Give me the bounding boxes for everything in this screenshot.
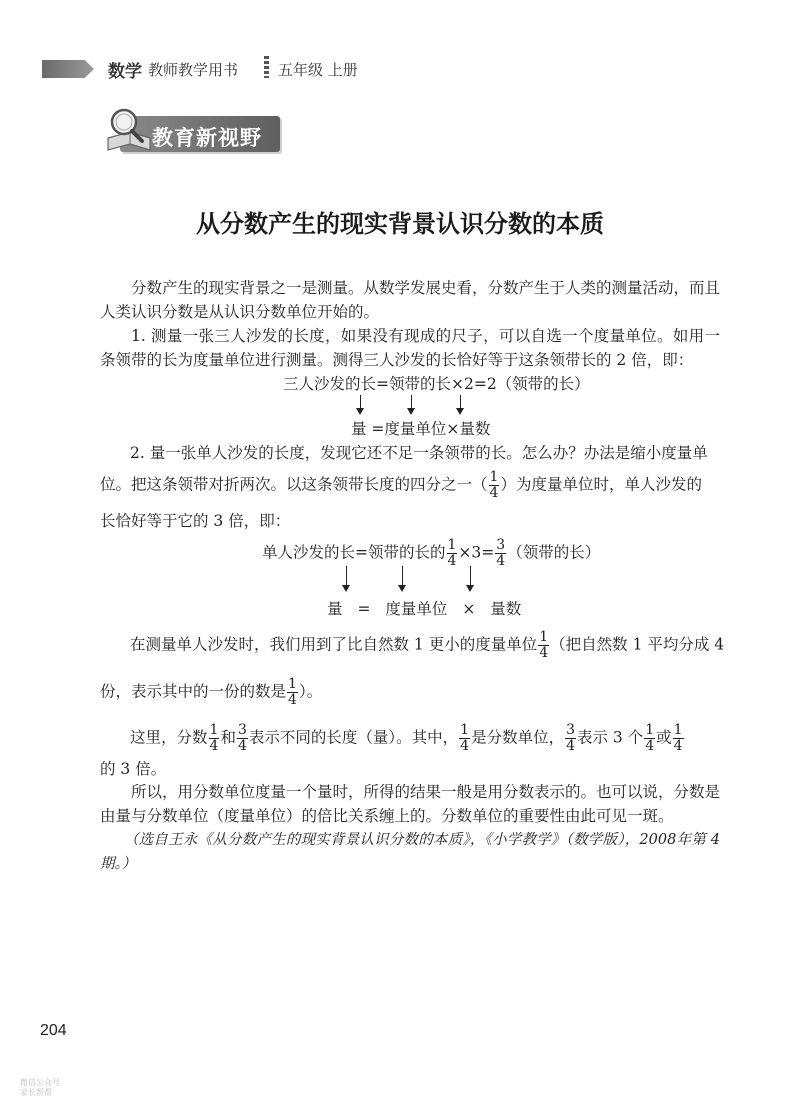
- paragraph-4-line-1: [130, 630, 724, 661]
- paragraph-5-line-1: [130, 723, 685, 754]
- fraction-denominator: 4: [566, 738, 575, 754]
- fraction-denominator: 4: [539, 645, 549, 661]
- fraction-numerator: 1: [209, 722, 219, 738]
- paragraph-5-text-e: 表示 3 个: [577, 728, 644, 747]
- paragraph-4-line-2: [100, 677, 322, 708]
- header-separator: [264, 56, 269, 78]
- formula-2-top: [262, 538, 600, 569]
- down-arrow-icon: [402, 566, 403, 586]
- fraction-denominator: 4: [645, 738, 655, 754]
- formula-2-equals: =: [357, 600, 371, 618]
- paragraph-5-text-b: 和: [220, 728, 236, 747]
- paragraph-5-text-d: 是分数单位，: [471, 728, 565, 747]
- paragraph-3-line-1: 2. 量一张单人沙发的长度，发现它还不足一条领带的长。怎么办？办法是缩小度量单: [130, 444, 708, 462]
- fraction-one-quarter: [538, 630, 549, 661]
- watermark: 微信公众号 家长帮帮: [20, 1078, 60, 1097]
- header-grade: 五年级 上册: [278, 61, 358, 79]
- paragraph-5-text-c: 表示不同的长度（量）。其中，: [248, 728, 459, 747]
- fraction-three-quarters: [495, 538, 506, 569]
- fraction-numerator: 1: [539, 629, 549, 645]
- section-label: 教育新视野: [152, 126, 262, 150]
- down-arrow-icon: [411, 395, 412, 409]
- formula-2-bottom: [327, 597, 521, 619]
- paragraph-4-text-d: ）。: [298, 682, 323, 701]
- fraction-one-quarter: [673, 723, 684, 754]
- formula-2-count: 量数: [490, 600, 522, 618]
- down-arrow-icon: [360, 395, 361, 409]
- fraction-one-quarter: [447, 538, 458, 569]
- header-subject: 数学: [108, 62, 142, 82]
- paragraph-3-text-a: 位。把这条领带对折两次。以这条领带长度的四分之一（: [100, 475, 488, 494]
- fraction-denominator: 4: [237, 738, 247, 754]
- fraction-one-quarter: [459, 723, 470, 754]
- down-arrow-icon: [460, 395, 461, 409]
- formula-1-top: 三人沙发的长=领带的长×2=2（领带的长）: [283, 375, 590, 393]
- fraction-numerator: 3: [496, 537, 506, 553]
- fraction-numerator: 1: [645, 722, 655, 738]
- paragraph-3-text-b: ）为度量单位时，单人沙发的: [500, 475, 702, 494]
- article-title: 从分数产生的现实背景认识分数的本质: [196, 210, 604, 238]
- paragraph-3-line-3: 长恰好等于它的 3 倍，即：: [100, 512, 291, 530]
- header-arrow-bar: [42, 60, 94, 78]
- paragraph-1: 分数产生的现实背景之一是测量。从数学发展史看，分数产生于人类的测量活动，而且人类认识分数是从认识分数单位开始的。: [100, 279, 721, 321]
- formula-2-quantity: 量: [327, 600, 343, 618]
- fraction-numerator: 1: [673, 722, 683, 738]
- paragraph-6: 所以，用分数单位度量一个量时，所得的结果一般是用分数表示的。也可以说，分数是由量与分数单位（度量单位）的倍比关系缠上的。分数单位的重要性由此可见一斑。: [100, 783, 721, 825]
- down-arrow-icon: [470, 566, 471, 586]
- fraction-denominator: 4: [489, 485, 499, 501]
- formula-2-unit: 度量单位: [385, 600, 448, 618]
- paragraph-5-text-a: 这里，分数: [130, 728, 208, 747]
- down-arrow-icon: [346, 566, 347, 586]
- paragraph-5-text-f: 或: [656, 728, 672, 747]
- fraction-denominator: 4: [460, 738, 470, 754]
- formula-2-right: （领带的长）: [507, 543, 601, 562]
- formula-2-multiply: ×: [462, 600, 476, 618]
- paragraph-3-line-2: [100, 470, 702, 501]
- header-book-title: 教师教学用书: [148, 61, 239, 79]
- fraction-numerator: 1: [460, 722, 470, 738]
- citation: （选自王永《从分数产生的现实背景认识分数的本质》，《小学教学》（数学版），2008年第 4 期。）: [100, 832, 720, 872]
- running-header: [0, 56, 800, 86]
- fraction-numerator: 3: [237, 722, 247, 738]
- fraction-numerator: 1: [489, 469, 499, 485]
- fraction-one-quarter: [209, 723, 220, 754]
- fraction-numerator: 3: [566, 722, 575, 738]
- fraction-numerator: 1: [447, 537, 457, 553]
- paragraph-4-text-a: 在测量单人沙发时，我们用到了比自然数 1 更小的度量单位: [130, 635, 538, 654]
- fraction-denominator: 4: [288, 692, 297, 708]
- magnifier-book-icon: [100, 104, 154, 156]
- page-number: 204: [40, 1022, 67, 1039]
- fraction-one-quarter: [287, 677, 298, 708]
- formula-1-bottom: 量 =度量单位×量数: [351, 420, 491, 438]
- fraction-one-quarter: [644, 723, 655, 754]
- fraction-denominator: 4: [673, 738, 683, 754]
- fraction-denominator: 4: [447, 553, 457, 569]
- paragraph-4-text-c: 份，表示其中的一份的数是: [100, 682, 287, 701]
- paragraph-4-text-b: （把自然数 1 平均分成 4: [550, 635, 725, 654]
- fraction-three-quarters: [565, 723, 576, 754]
- formula-2-left: 单人沙发的长=领带的长的: [262, 543, 446, 562]
- section-banner: [100, 104, 280, 156]
- paragraph-2: 1. 测量一张三人沙发的长度，如果没有现成的尺子，可以自选一个度量单位。如用一条领带的长为度量单位进行测量。测得三人沙发的长恰好等于这条领带长的 2 倍，即：: [100, 327, 720, 369]
- fraction-one-quarter: [489, 470, 500, 501]
- formula-2-times: ×3=: [458, 543, 495, 562]
- fraction-denominator: 4: [496, 553, 506, 569]
- fraction-three-quarters: [237, 723, 248, 754]
- fraction-numerator: 1: [288, 676, 297, 692]
- fraction-denominator: 4: [209, 738, 219, 754]
- paragraph-5-line-2: 的 3 倍。: [100, 760, 167, 778]
